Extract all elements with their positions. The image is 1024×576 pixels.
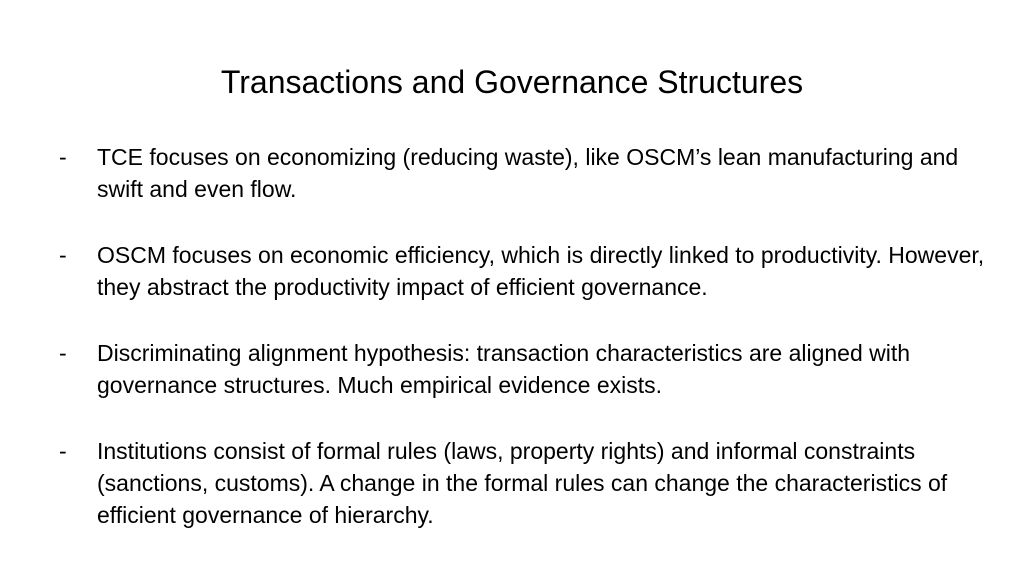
bullet-item (56, 435, 996, 531)
bullet-dash: - (59, 340, 67, 366)
bullet-text: TCE focuses on economizing (reducing waste), like OSCM’s lean manufacturing and swift and even flow. (97, 144, 959, 202)
bullet-list (56, 141, 996, 531)
bullet-text: Discriminating alignment hypothesis: transaction characteristics are aligned with governance structures. Much empirical evidence exists. (97, 340, 911, 398)
bullet-item (56, 337, 996, 401)
bullet-item (56, 141, 996, 205)
bullet-text: Institutions consist of formal rules (laws, property rights) and informal constraints (sanctions, customs). A change in the formal rules can change the characteristics of efficient governance of hierarchy. (97, 438, 948, 528)
bullet-dash: - (59, 144, 67, 170)
bullet-dash: - (59, 438, 67, 464)
bullet-text: OSCM focuses on economic efficiency, which is directly linked to productivity. However, they abstract the productivity impact of efficient governance. (97, 242, 985, 300)
bullet-item (56, 239, 996, 303)
slide-title: Transactions and Governance Structures (220, 64, 804, 100)
bullet-dash: - (59, 242, 67, 268)
